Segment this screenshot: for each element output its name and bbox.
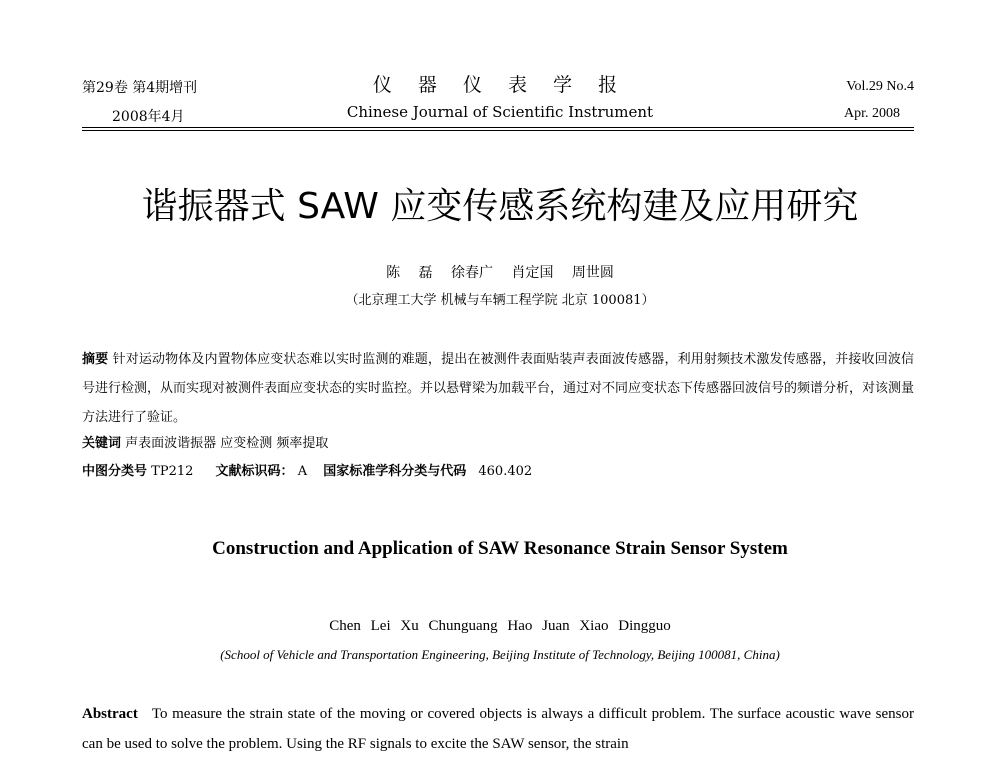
doc-code-value: A (297, 464, 308, 479)
abstract-en-text: To measure the strain state of the moving or covered objects is always a difficult problem. The surface acoustic wave sensor can be used to solve the problem. Using the RF signals to excite the SAW sensor, the strain (82, 706, 914, 752)
std-code-label: 国家标准学科分类与代码 (323, 464, 467, 479)
header-rule-bottom (82, 130, 914, 131)
keywords-cn-label: 关键词 (82, 436, 122, 451)
header-rule-top (82, 127, 914, 128)
abstract-en-label: Abstract (82, 706, 138, 722)
journal-name-en: Chinese Journal of Scientific Instrument (346, 103, 654, 121)
paper-title-cn: 谐振器式 SAW 应变传感系统构建及应用研究 (141, 186, 859, 227)
header-date-en: Apr. 2008 (844, 106, 900, 121)
journal-name-cn: 仪 器 仪 表 学 报 (372, 74, 628, 96)
std-code-value: 460.402 (478, 464, 533, 479)
authors-en: Chen Lei Xu Chunguang Hao Juan Xiao Dingguo (329, 618, 671, 634)
header-volume-en: Vol.29 No.4 (846, 79, 914, 94)
abstract-en (82, 699, 914, 759)
keywords-cn (82, 432, 328, 451)
abstract-cn (82, 345, 914, 432)
clc-label: 中图分类号 (82, 464, 148, 479)
paper-title-en: Construction and Application of SAW Resonance Strain Sensor System (212, 538, 788, 559)
header-date-cn: 2008年4月 (112, 109, 185, 125)
clc-value: TP212 (151, 464, 194, 479)
classification-line (82, 460, 532, 479)
affiliation-cn: （北京理工大学 机械与车辆工程学院 北京 100081） (345, 293, 655, 308)
affiliation-en: (School of Vehicle and Transportation Engineering, Beijing Institute of Technology, Beijing 100081, China) (220, 647, 780, 662)
authors-cn: 陈 磊 徐春广 肖定国 周世圆 (386, 265, 614, 281)
abstract-cn-text: 针对运动物体及内置物体应变状态难以实时监测的难题，提出在被测件表面贴装声表面波传感器，利用射频技术激发传感器，并接收回波信号进行检测，从而实现对被测件表面应变状态的实时监控。并以悬臂梁为加载平台，通过对不同应变状态下传感器回波信号的频谱分析，对该测量方法进行了验证。 (82, 352, 915, 425)
doc-code-label: 文献标识码： (215, 464, 294, 479)
header-volume-issue: 第29卷 第4期增刊 (82, 80, 198, 96)
abstract-cn-label: 摘要 (82, 352, 109, 367)
keywords-cn-text: 声表面波谐振器 应变检测 频率提取 (125, 436, 329, 451)
